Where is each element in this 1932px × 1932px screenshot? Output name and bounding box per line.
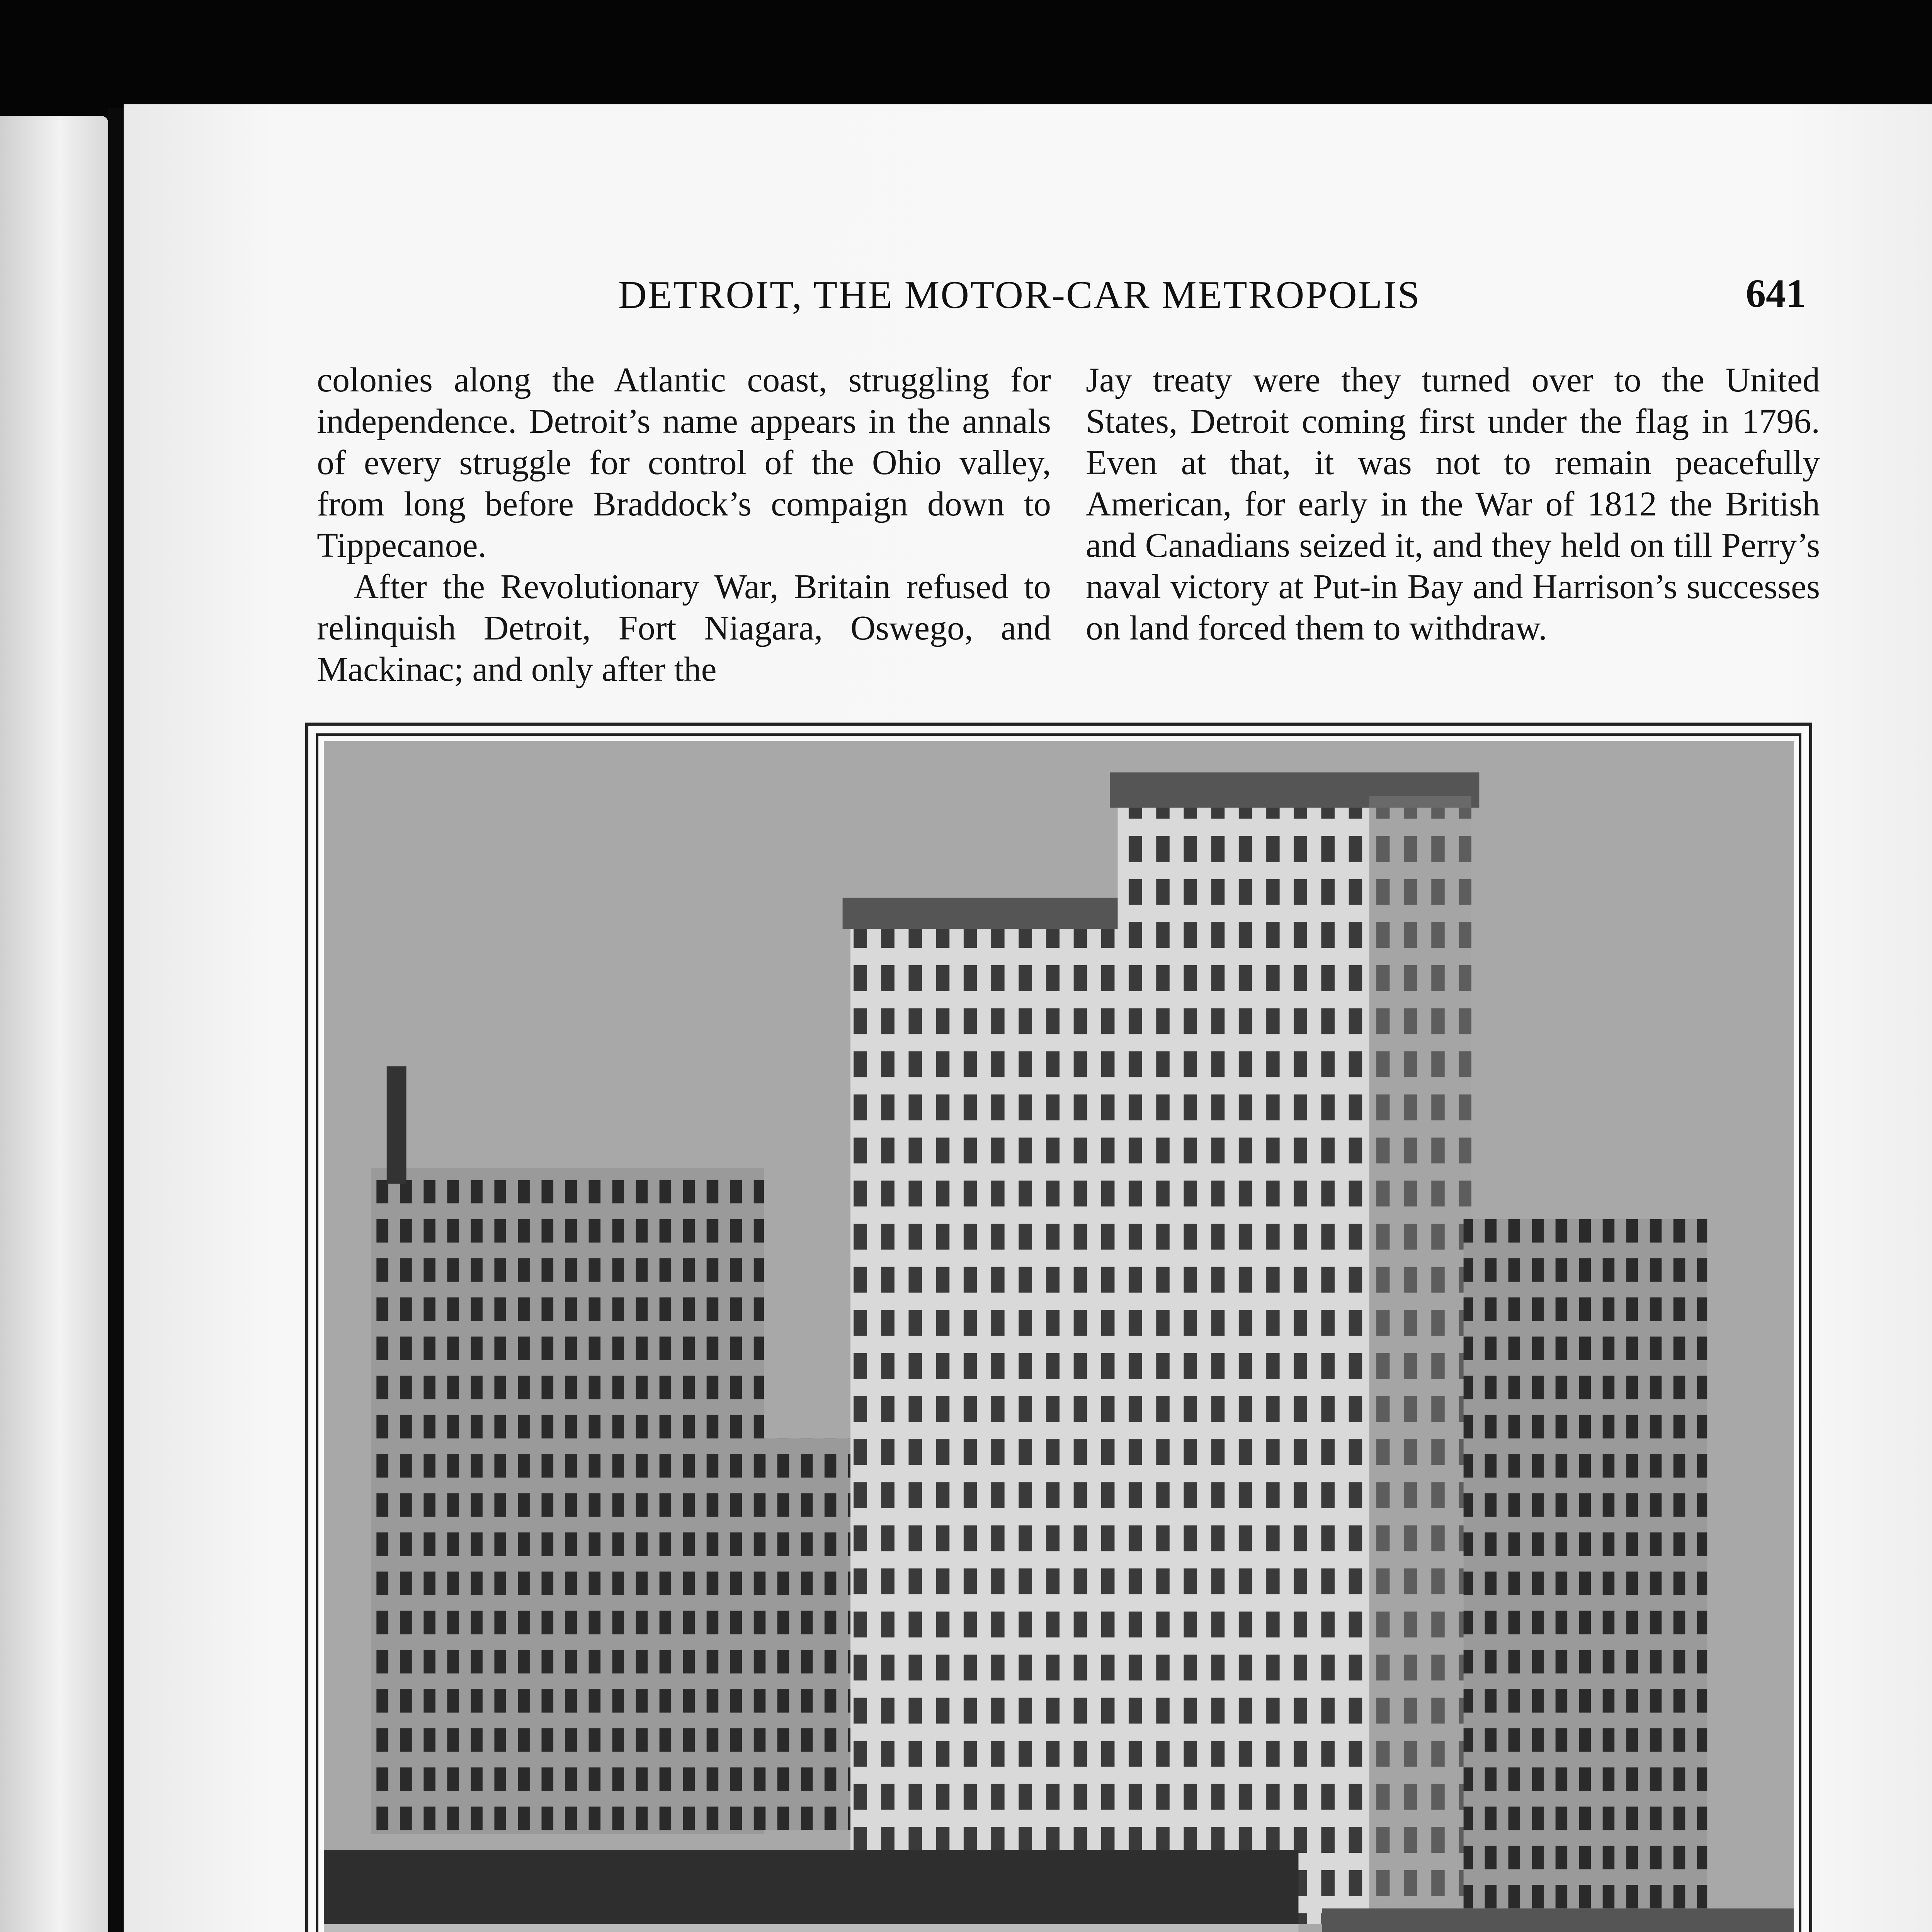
skyline-photograph [324,741,1794,1932]
paragraph: After the Revolutionary War, Britain refused to relinquish Detroit, Fort Niagara, Oswego, and Mackinac; and only after the [317,568,1051,689]
photo-frame [305,723,1812,1932]
skyline-illustration [324,741,1794,1932]
facing-page-edge [0,116,108,1932]
text-column-left [317,359,1051,690]
book-gutter [108,108,124,1932]
page-number: 641 [1746,271,1806,316]
text-column-right [1086,359,1820,649]
paragraph: colonies along the Atlantic coast, struggling for independence. Detroit’s name appears in the annals of every struggle for control of the Ohio valley, from long before Braddock’s compaign down to Tippecanoe. [317,361,1051,565]
running-head: DETROIT, THE MOTOR-CAR METROPOLIS [618,273,1421,317]
paragraph: Jay treaty were they turned over to the United States, Detroit coming first under the flag in 1796. Even at that, it was not to remain peacefully American, for early in the War of 1812 the British and Canadians seized it, and they held on till Perry’s naval victory at Put-in Bay and Harrison’s successes on land forced them to withdraw. [1086,361,1820,647]
